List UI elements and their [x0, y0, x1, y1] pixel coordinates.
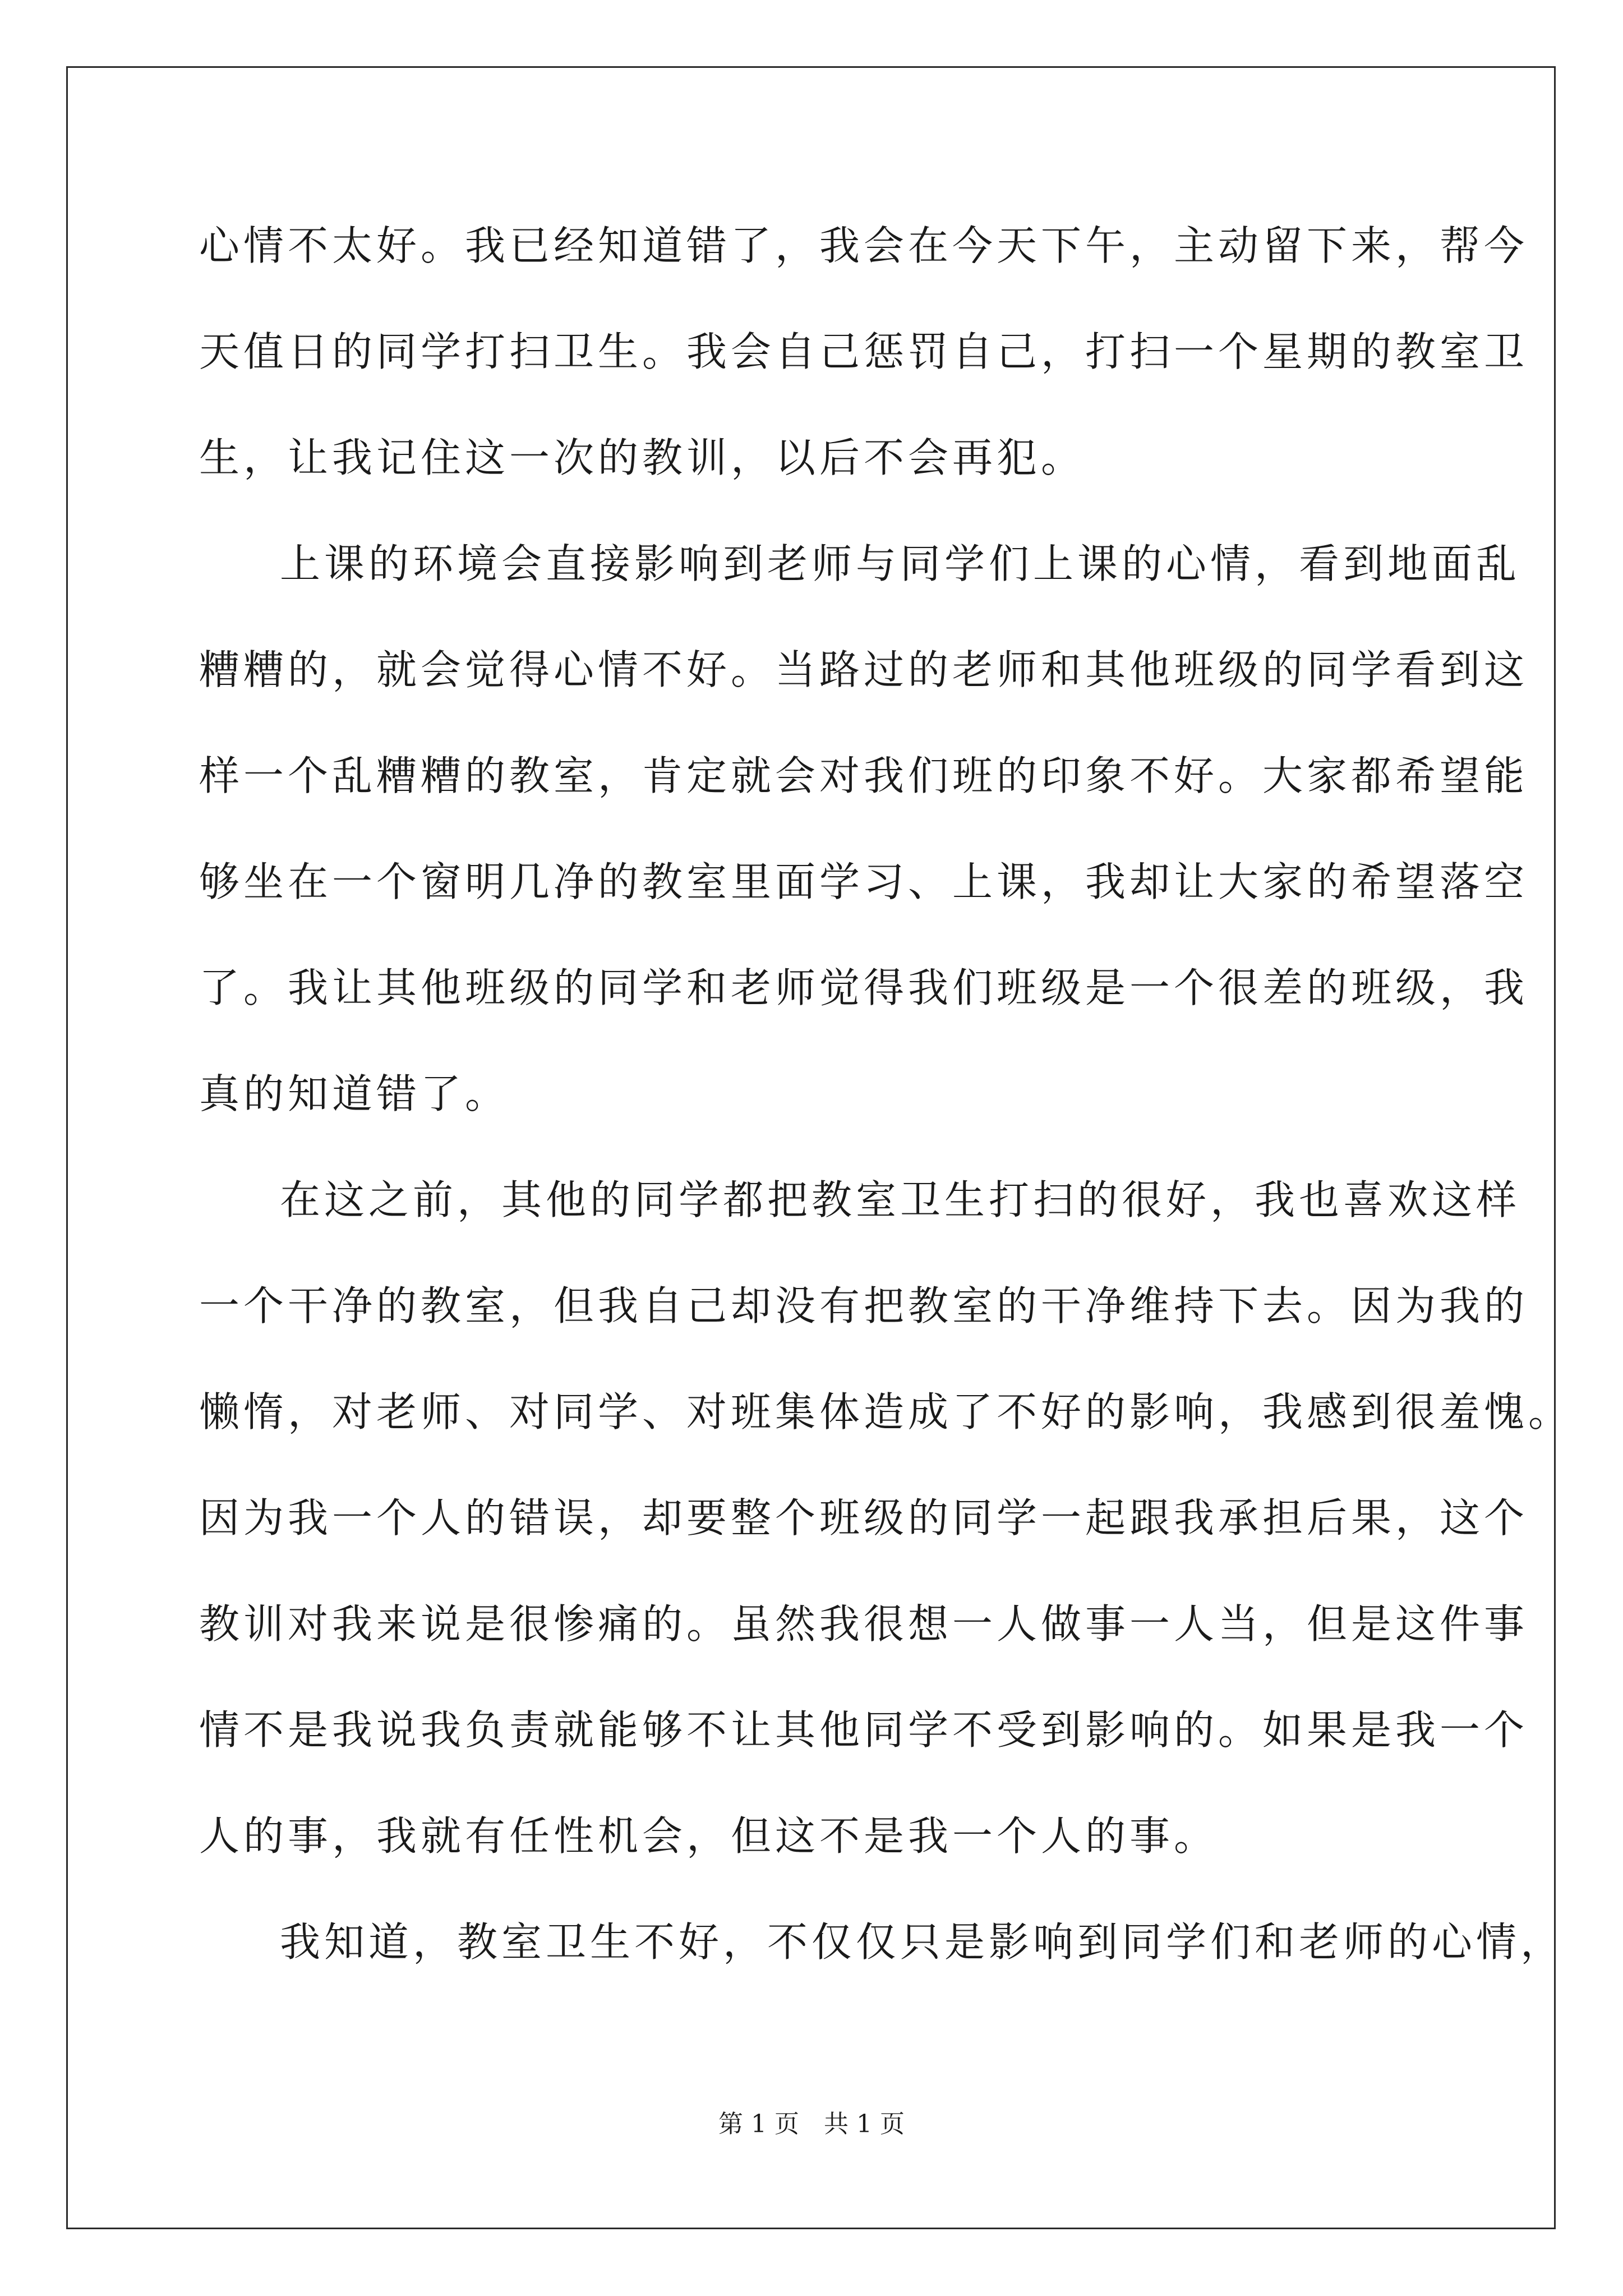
text-line: 真的知道错了。	[199, 1070, 510, 1117]
text-line: 糟糟的，就会觉得心情不好。当路过的老师和其他班级的同学看到这	[199, 646, 1529, 693]
text-line: 情不是我说我负责就能够不让其他同学不受到影响的。如果是我一个	[199, 1706, 1529, 1754]
text-line: 教训对我来说是很惨痛的。虽然我很想一人做事一人当，但是这件事	[199, 1600, 1529, 1648]
text-line: 因为我一个人的错误，却要整个班级的同学一起跟我承担后果，这个	[199, 1494, 1529, 1542]
page-border	[66, 66, 1556, 2229]
paragraph-first-line: 上课的环境会直接影响到老师与同学们上课的心情，看到地面乱	[280, 540, 1521, 587]
text-line: 心情不太好。我已经知道错了，我会在今天下午，主动留下来，帮今	[199, 222, 1529, 269]
text-line: 一个干净的教室，但我自己却没有把教室的干净维持下去。因为我的	[199, 1282, 1529, 1329]
text-line: 样一个乱糟糟的教室，肯定就会对我们班的印象不好。大家都希望能	[199, 752, 1529, 799]
text-line: 懒惰，对老师、对同学、对班集体造成了不好的影响，我感到很羞愧。	[199, 1388, 1573, 1435]
text-line: 了。我让其他班级的同学和老师觉得我们班级是一个很差的班级，我	[199, 964, 1529, 1011]
paragraph-first-line: 在这之前，其他的同学都把教室卫生打扫的很好，我也喜欢这样	[280, 1176, 1521, 1223]
text-line: 天值日的同学打扫卫生。我会自己惩罚自己，打扫一个星期的教室卫	[199, 328, 1529, 375]
text-line: 生，让我记住这一次的教训，以后不会再犯。	[199, 434, 1086, 481]
text-line: 人的事，我就有任性机会，但这不是我一个人的事。	[199, 1812, 1219, 1860]
page-number-footer: 第 1 页 共 1 页	[718, 2110, 905, 2138]
paragraph-first-line: 我知道，教室卫生不好，不仅仅只是影响到同学们和老师的心情，	[280, 1918, 1565, 1966]
text-line: 够坐在一个窗明几净的教室里面学习、上课，我却让大家的希望落空	[199, 858, 1529, 905]
